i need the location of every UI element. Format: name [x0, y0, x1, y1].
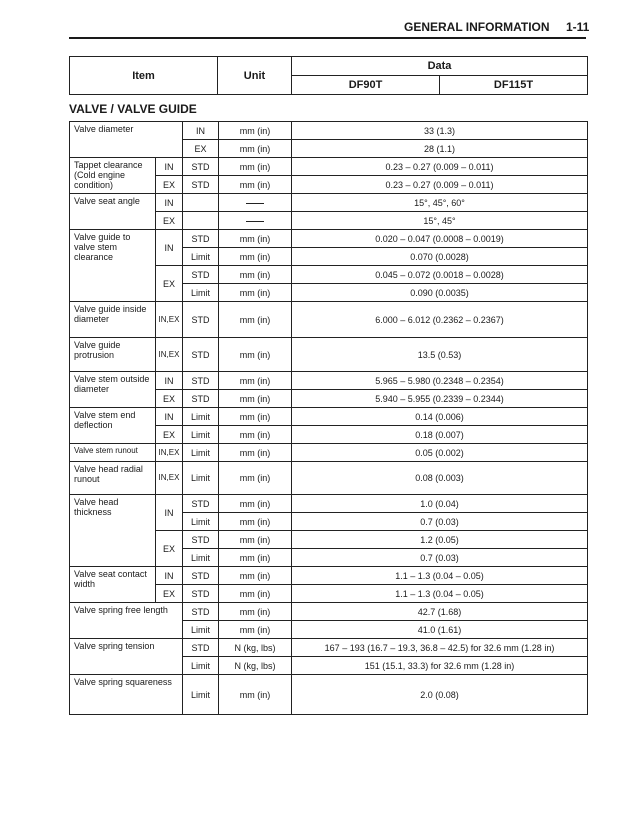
- unit-cell: mm (in): [219, 390, 292, 408]
- in-cell: IN: [183, 122, 219, 140]
- unit-cell: mm (in): [219, 338, 292, 372]
- value-cell: 13.5 (0.53): [292, 338, 588, 372]
- table-row: [70, 408, 588, 426]
- value-cell: 0.18 (0.007): [292, 426, 588, 444]
- limit-cell: Limit: [183, 513, 219, 531]
- value-cell: 28 (1.1): [292, 140, 588, 158]
- table-row: [70, 639, 588, 657]
- inex-cell: IN,EX: [156, 462, 183, 495]
- page-header-title: GENERAL INFORMATION: [404, 20, 550, 34]
- unit-cell: mm (in): [219, 176, 292, 194]
- value-cell: 1.0 (0.04): [292, 495, 588, 513]
- value-cell: 0.05 (0.002): [292, 444, 588, 462]
- table-row: [70, 567, 588, 585]
- ex-cell: EX: [156, 266, 183, 302]
- in-cell: IN: [156, 194, 183, 212]
- inex-cell: IN,EX: [156, 338, 183, 372]
- value-cell: 6.000 – 6.012 (0.2362 – 0.2367): [292, 302, 588, 338]
- unit-cell: mm (in): [219, 495, 292, 513]
- table-row: [70, 194, 588, 212]
- limit-cell: Limit: [183, 462, 219, 495]
- valve-seat-angle-label: Valve seat angle: [70, 194, 156, 230]
- guide-clearance-label: Valve guide to valve stem clearance: [70, 230, 156, 302]
- std-cell: STD: [183, 266, 219, 284]
- table-row: [70, 158, 588, 176]
- table-row: [70, 603, 588, 621]
- std-cell: STD: [183, 495, 219, 513]
- value-cell: 1.1 – 1.3 (0.04 – 0.05): [292, 567, 588, 585]
- unit-cell: mm (in): [219, 675, 292, 715]
- inex-cell: IN,EX: [156, 302, 183, 338]
- std-cell: STD: [183, 390, 219, 408]
- std-cell: STD: [183, 567, 219, 585]
- limit-cell: Limit: [183, 621, 219, 639]
- unit-cell: mm (in): [219, 158, 292, 176]
- std-cell: STD: [183, 176, 219, 194]
- stem-end-deflection-label: Valve stem end deflection: [70, 408, 156, 444]
- unit-header: Unit: [218, 57, 292, 95]
- value-cell: 0.14 (0.006): [292, 408, 588, 426]
- tappet-clearance-label: Tappet clearance (Cold engine condition): [70, 158, 156, 194]
- unit-cell: mm (in): [219, 462, 292, 495]
- unit-cell: mm (in): [219, 248, 292, 266]
- ex-cell: EX: [156, 212, 183, 230]
- unit-cell: mm (in): [219, 603, 292, 621]
- value-cell: 0.08 (0.003): [292, 462, 588, 495]
- head-thickness-label: Valve head thickness: [70, 495, 156, 567]
- std-cell: STD: [183, 302, 219, 338]
- table-row: [70, 338, 588, 372]
- table-row: [70, 444, 588, 462]
- std-cell: STD: [183, 639, 219, 657]
- valve-diameter-label: Valve diameter: [70, 122, 183, 158]
- std-cell: STD: [183, 531, 219, 549]
- table-row: [70, 372, 588, 390]
- ex-cell: EX: [156, 390, 183, 408]
- value-cell: 42.7 (1.68): [292, 603, 588, 621]
- unit-cell: mm (in): [219, 531, 292, 549]
- unit-cell: mm (in): [219, 408, 292, 426]
- value-cell: 15°, 45°: [292, 212, 588, 230]
- page-number: 1-11: [566, 20, 590, 34]
- std-cell: STD: [183, 158, 219, 176]
- item-header: Item: [70, 57, 218, 95]
- limit-cell: Limit: [183, 657, 219, 675]
- column-header-table: [69, 56, 588, 95]
- table-row: [70, 675, 588, 715]
- data-header: Data: [292, 57, 588, 76]
- model-df90t-header: DF90T: [292, 76, 440, 95]
- std-cell: STD: [183, 372, 219, 390]
- unit-cell: mm (in): [219, 513, 292, 531]
- std-cell: STD: [183, 585, 219, 603]
- seat-width-label: Valve seat contact width: [70, 567, 156, 603]
- spring-squareness-label: Valve spring squareness: [70, 675, 183, 715]
- unit-cell: mm (in): [219, 426, 292, 444]
- ex-cell: EX: [156, 176, 183, 194]
- std-cell: STD: [183, 603, 219, 621]
- std-cell: STD: [183, 230, 219, 248]
- limit-cell: Limit: [183, 408, 219, 426]
- unit-cell: mm (in): [219, 302, 292, 338]
- in-cell: IN: [156, 230, 183, 266]
- limit-cell: Limit: [183, 444, 219, 462]
- value-cell: 2.0 (0.08): [292, 675, 588, 715]
- limit-cell: Limit: [183, 426, 219, 444]
- value-cell: 0.090 (0.0035): [292, 284, 588, 302]
- value-cell: 5.940 – 5.955 (0.2339 – 0.2344): [292, 390, 588, 408]
- unit-cell: N (kg, lbs): [219, 639, 292, 657]
- value-cell: 5.965 – 5.980 (0.2348 – 0.2354): [292, 372, 588, 390]
- table-row: [70, 495, 588, 513]
- value-cell: 167 – 193 (16.7 – 19.3, 36.8 – 42.5) for 32.6 mm (1.28 in): [292, 639, 588, 657]
- in-cell: IN: [156, 158, 183, 176]
- unit-cell: mm (in): [219, 372, 292, 390]
- header-rule: [69, 37, 586, 39]
- value-cell: 0.7 (0.03): [292, 513, 588, 531]
- spring-free-length-label: Valve spring free length: [70, 603, 183, 639]
- guide-id-label: Valve guide inside diameter: [70, 302, 156, 338]
- unit-cell: mm (in): [219, 140, 292, 158]
- value-cell: 0.23 – 0.27 (0.009 – 0.011): [292, 158, 588, 176]
- value-cell: 151 (15.1, 33.3) for 32.6 mm (1.28 in): [292, 657, 588, 675]
- ex-cell: EX: [156, 585, 183, 603]
- unit-cell: mm (in): [219, 122, 292, 140]
- table-row: [70, 122, 588, 140]
- value-cell: 0.070 (0.0028): [292, 248, 588, 266]
- dash-mark: [246, 203, 264, 204]
- unit-cell: mm (in): [219, 549, 292, 567]
- table-row: [70, 462, 588, 495]
- stem-runout-label: Valve stem runout: [70, 444, 156, 462]
- in-cell: IN: [156, 567, 183, 585]
- value-cell: 1.1 – 1.3 (0.04 – 0.05): [292, 585, 588, 603]
- unit-cell: mm (in): [219, 444, 292, 462]
- unit-cell: mm (in): [219, 585, 292, 603]
- limit-cell: Limit: [183, 284, 219, 302]
- value-cell: 0.7 (0.03): [292, 549, 588, 567]
- dash-mark: [246, 221, 264, 222]
- unit-cell: mm (in): [219, 567, 292, 585]
- guide-protrusion-label: Valve guide protrusion: [70, 338, 156, 372]
- value-cell: 41.0 (1.61): [292, 621, 588, 639]
- ex-cell: EX: [156, 426, 183, 444]
- ex-cell: EX: [156, 531, 183, 567]
- table-row: [70, 230, 588, 248]
- unit-cell: mm (in): [219, 266, 292, 284]
- ex-cell: EX: [183, 140, 219, 158]
- head-runout-label: Valve head radial runout: [70, 462, 156, 495]
- value-cell: 0.045 – 0.072 (0.0018 – 0.0028): [292, 266, 588, 284]
- stem-od-label: Valve stem outside diameter: [70, 372, 156, 408]
- std-cell: STD: [183, 338, 219, 372]
- unit-cell: mm (in): [219, 230, 292, 248]
- limit-cell: Limit: [183, 549, 219, 567]
- in-cell: IN: [156, 372, 183, 390]
- section-title: VALVE / VALVE GUIDE: [69, 102, 197, 116]
- value-cell: 15°, 45°, 60°: [292, 194, 588, 212]
- value-cell: 0.23 – 0.27 (0.009 – 0.011): [292, 176, 588, 194]
- in-cell: IN: [156, 408, 183, 426]
- value-cell: 33 (1.3): [292, 122, 588, 140]
- limit-cell: Limit: [183, 675, 219, 715]
- spring-tension-label: Valve spring tension: [70, 639, 183, 675]
- table-row: [70, 302, 588, 338]
- unit-cell: mm (in): [219, 284, 292, 302]
- value-cell: 0.020 – 0.047 (0.0008 – 0.0019): [292, 230, 588, 248]
- inex-cell: IN,EX: [156, 444, 183, 462]
- model-df115t-header: DF115T: [440, 76, 588, 95]
- value-cell: 1.2 (0.05): [292, 531, 588, 549]
- valve-spec-table: [69, 121, 588, 715]
- unit-cell: N (kg, lbs): [219, 657, 292, 675]
- unit-cell: mm (in): [219, 621, 292, 639]
- limit-cell: Limit: [183, 248, 219, 266]
- in-cell: IN: [156, 495, 183, 531]
